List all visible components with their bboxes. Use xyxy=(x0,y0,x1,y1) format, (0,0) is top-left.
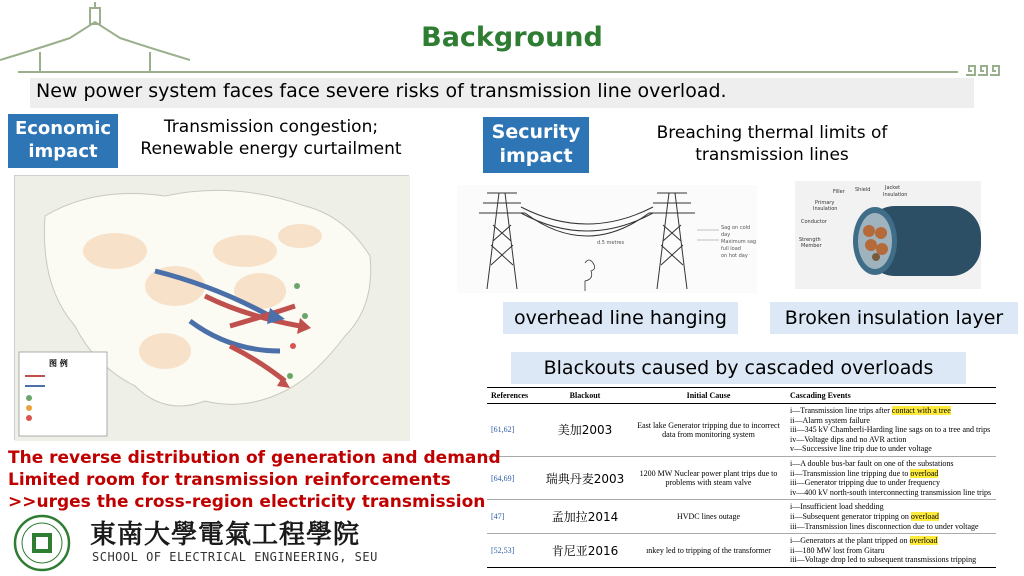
shield-label: Shield xyxy=(855,187,871,193)
event-highlight: overload xyxy=(910,468,939,478)
row-cascading-events xyxy=(786,500,996,534)
key-point-3: >>urges the cross-region electricity transmission xyxy=(8,492,486,512)
event-text: iii—Voltage drop led to subsequent transmissions tripping xyxy=(790,555,977,565)
header-rule xyxy=(18,71,958,73)
blackout-table xyxy=(487,387,996,565)
cascading-event xyxy=(790,469,992,479)
row-cascading-events xyxy=(786,456,996,499)
row-initial-cause: East lake Generator tripping due to incorrect data from monitoring system xyxy=(631,404,786,457)
event-text: ii—Transmission line tripping due to xyxy=(790,468,911,478)
map-graphic xyxy=(15,176,410,441)
event-text: iv—Voltage dips and no AVR action xyxy=(790,434,907,444)
header-initial-cause: Initial Cause xyxy=(631,388,786,404)
economic-caption-line2: Renewable energy curtailment xyxy=(140,139,402,159)
cascading-event xyxy=(790,459,992,469)
row-references: [64,69] xyxy=(487,456,539,499)
seal-icon xyxy=(12,514,78,572)
transmission-tower-diagram xyxy=(457,185,757,293)
row-blackout: 美加2003 xyxy=(539,404,631,457)
insulation2-label: Insulation xyxy=(813,206,838,212)
security-caption-line1: Breaching thermal limits of xyxy=(656,123,888,143)
security-caption xyxy=(634,122,910,166)
security-caption-line2: transmission lines xyxy=(695,145,849,165)
economic-tag-line2: impact xyxy=(28,141,98,162)
sag-cold-label: Sag on cold day xyxy=(721,225,751,238)
event-highlight: overload xyxy=(910,511,939,521)
cascading-event xyxy=(790,555,992,565)
economic-impact-tag xyxy=(8,114,118,168)
distance-label: d.5 metres xyxy=(597,240,625,246)
security-tag-line2: impact xyxy=(499,145,573,167)
cascading-event xyxy=(790,435,992,445)
school-name-chinese: 東南大學電氣工程學院 xyxy=(90,520,361,550)
event-text: iii—345 kV Chamberli-Harding line sags on to a tree and trips xyxy=(790,425,991,435)
scroll-ornament-icon xyxy=(965,63,1001,77)
table-row xyxy=(487,404,996,457)
insulation-label: Insulation xyxy=(883,192,908,198)
tower-sag-labels xyxy=(721,225,757,260)
row-blackout: 肯尼亚2016 xyxy=(539,534,631,568)
row-initial-cause: ınkey led to tripping of the transformer xyxy=(631,534,786,568)
conductor-label: Conductor xyxy=(801,219,827,225)
header-blackout: Blackout xyxy=(539,388,631,404)
cascading-event xyxy=(790,512,992,522)
event-text: ii—180 MW lost from Gitaru xyxy=(790,545,885,555)
economic-caption-line1: Transmission congestion; xyxy=(163,117,379,137)
key-point-1: The reverse distribution of generation and demand xyxy=(8,448,501,468)
intro-text: New power system faces face severe risks of transmission line overload. xyxy=(36,80,727,102)
cascading-event xyxy=(790,478,992,488)
jacket-label: Jacket xyxy=(885,185,901,191)
row-blackout: 瑞典丹麦2003 xyxy=(539,456,631,499)
slide-title: Background xyxy=(421,22,603,53)
tower-graphic xyxy=(457,185,757,293)
china-transmission-map xyxy=(14,175,409,440)
table-row xyxy=(487,534,996,568)
event-text: ii—Subsequent generator tripping on xyxy=(790,511,911,521)
event-text: iii—Generator tripping due to under frequency xyxy=(790,478,940,488)
event-text: iii—Transmission lines disconnection due to under voltage xyxy=(790,521,979,531)
cascading-event xyxy=(790,488,992,498)
filler-label: Filler xyxy=(833,189,845,195)
row-initial-cause: 1200 MW Nuclear power plant trips due to problems with steam valve xyxy=(631,456,786,499)
header-cascading-events: Cascading Events xyxy=(786,388,996,404)
event-text: iv—400 kV north-south interconnecting transmission line trips xyxy=(790,487,992,497)
event-highlight: overload xyxy=(909,536,938,546)
row-references: [47] xyxy=(487,500,539,534)
strength-label: Strength xyxy=(799,237,821,243)
row-initial-cause: HVDC lines outage xyxy=(631,500,786,534)
event-text: i—Insufficient load shedding xyxy=(790,502,884,512)
row-references: [61,62] xyxy=(487,404,539,457)
broken-insulation-label: Broken insulation layer xyxy=(770,302,1018,334)
cable-cross-section-image xyxy=(795,181,981,289)
key-point-2: Limited room for transmission reinforcements xyxy=(8,470,451,490)
economic-tag-line1: Economic xyxy=(14,118,112,139)
event-text: i—A double bus-bar fault on one of the substations xyxy=(790,458,954,468)
school-logo xyxy=(12,512,378,574)
map-legend-title: 图 例 xyxy=(49,359,68,368)
cascading-event xyxy=(790,425,992,435)
member-label: Member xyxy=(801,243,822,249)
economic-caption xyxy=(126,116,416,160)
max-sag-label: Maximum sag xyxy=(721,239,757,245)
event-text: ii—Alarm system failure xyxy=(790,415,870,425)
cascading-event xyxy=(790,416,992,426)
event-text: i—Generators at the plant tripped on xyxy=(790,536,910,546)
security-impact-tag xyxy=(483,117,589,173)
row-blackout: 孟加拉2014 xyxy=(539,500,631,534)
blackouts-label: Blackouts caused by cascaded overloads xyxy=(511,352,966,384)
event-text: v—Successive line trip due to under voltage xyxy=(790,444,932,454)
cascading-event xyxy=(790,444,992,454)
row-references: [52,53] xyxy=(487,534,539,568)
security-tag-line1: Security xyxy=(491,121,581,143)
event-highlight: contact with a tree xyxy=(891,406,951,415)
cascading-event xyxy=(790,522,992,532)
overhead-line-label: overhead line hanging xyxy=(503,302,738,334)
row-cascading-events xyxy=(786,534,996,568)
school-name-english: SCHOOL OF ELECTRICAL ENGINEERING, SEU xyxy=(92,550,378,564)
cascading-event xyxy=(790,546,992,556)
header-references: References xyxy=(487,388,539,404)
primary-label: Primary xyxy=(815,200,835,206)
cascading-event xyxy=(790,406,992,416)
event-text: i—Transmission line trips after xyxy=(790,406,892,415)
table-row xyxy=(487,456,996,499)
table-row xyxy=(487,500,996,534)
row-cascading-events xyxy=(786,404,996,457)
hot-day-label: on hot day xyxy=(721,253,748,259)
cascading-event xyxy=(790,536,992,546)
full-load-label: full load xyxy=(721,246,741,252)
cascading-event xyxy=(790,502,992,512)
key-points xyxy=(8,447,501,513)
